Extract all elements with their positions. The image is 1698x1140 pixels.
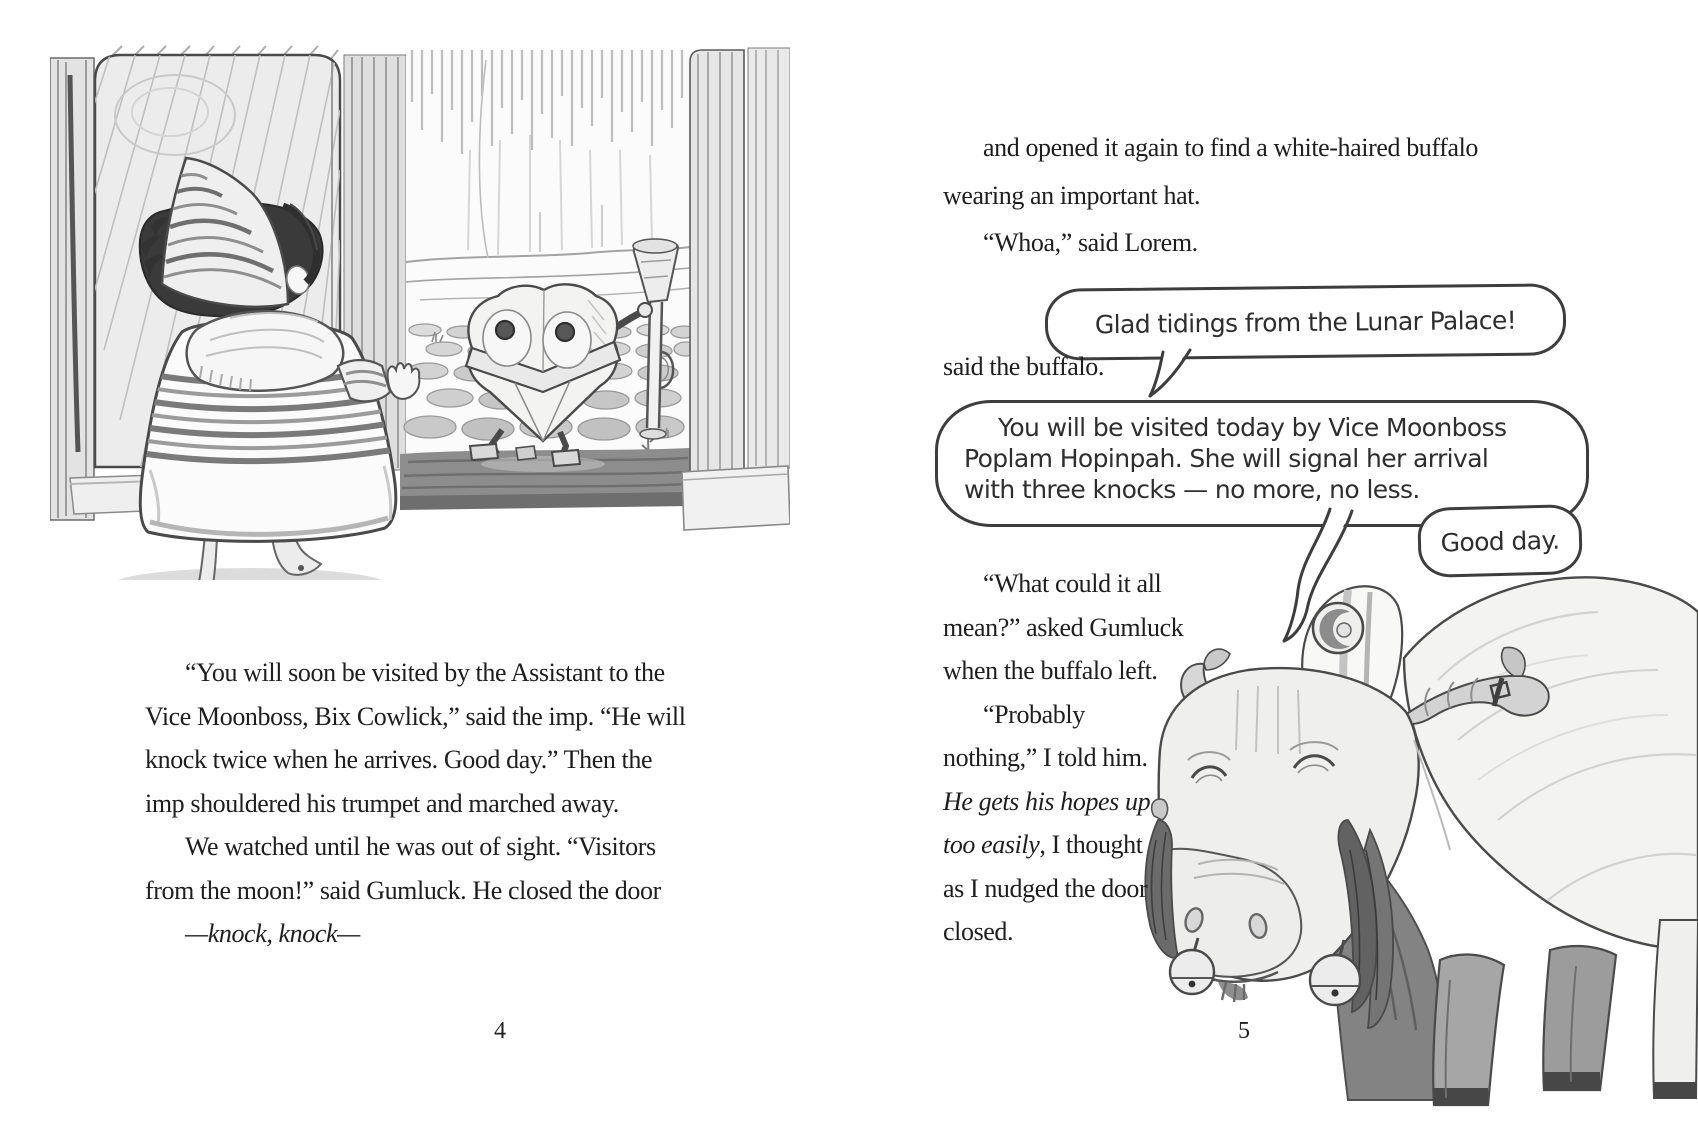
speech-bubble-good-day xyxy=(1417,504,1583,578)
left-page-paragraphs xyxy=(145,651,745,956)
child-hand xyxy=(388,363,420,399)
page-number-left: 4 xyxy=(494,1018,506,1044)
text-line: closed. xyxy=(943,917,1014,946)
text-line: said the buffalo. xyxy=(943,352,1104,381)
right-door-post xyxy=(682,48,790,530)
speech-text: Good day. xyxy=(1440,525,1560,557)
speech-bubble-tails xyxy=(1020,300,1360,680)
speech-text: Poplam Hopinpah. She will signal her arrival xyxy=(964,444,1489,473)
text-line: wearing an important hat. xyxy=(943,180,1201,210)
page-number-right: 5 xyxy=(1238,1018,1250,1044)
child-arm xyxy=(338,360,419,401)
text-line: as I nudged the door xyxy=(943,873,1148,903)
text-line xyxy=(943,823,1263,867)
text-line: and opened it again to find a white-haired buffalo xyxy=(983,133,1479,162)
right-page-top-paragraphs xyxy=(943,124,1563,267)
bell-icon xyxy=(1310,955,1360,1005)
left-door-frame xyxy=(50,58,94,520)
text-line: He gets his hopes up xyxy=(943,786,1151,816)
text-line: when the buffalo left. xyxy=(943,656,1158,685)
speech-text: with three knocks — no more, no less. xyxy=(964,475,1420,504)
text-line: “What could it all xyxy=(983,569,1162,598)
text-segment: , I thought xyxy=(1039,830,1143,859)
buffalo-front-legs xyxy=(1433,946,1616,1105)
imp-shadow xyxy=(481,456,605,472)
text-line: imp shouldered his trumpet and marched away. xyxy=(145,788,619,818)
speech-text: You will be visited today by Vice Moonboss xyxy=(998,413,1507,442)
text-line: We watched until he was out of sight. “Visitors xyxy=(185,832,656,861)
buffalo-rear-leg xyxy=(1653,920,1698,1098)
text-line: “You will soon be visited by the Assistant to the xyxy=(185,658,665,687)
text-line: nothing,” I told him. xyxy=(943,743,1148,772)
text-line: “Probably xyxy=(983,699,1085,729)
text-line: “Whoa,” said Lorem. xyxy=(983,228,1198,257)
text-line: from the moon!” said Gumluck. He closed the door xyxy=(145,875,661,905)
text-line: mean?” asked Gumluck xyxy=(943,612,1184,642)
fur-collar xyxy=(187,311,344,391)
doorway-illustration xyxy=(50,45,790,580)
text-line: knock twice when he arrives. Good day.” Then the xyxy=(145,745,653,774)
speech-text: Glad tidings from the Lunar Palace! xyxy=(1094,305,1517,339)
text-segment: too easily xyxy=(943,830,1040,859)
child-shadow xyxy=(112,568,388,580)
text-line: Vice Moonboss, Bix Cowlick,” said the imp. “He will xyxy=(145,701,686,731)
text-line: —knock, knock— xyxy=(185,919,360,948)
bell-icon xyxy=(1170,950,1214,994)
